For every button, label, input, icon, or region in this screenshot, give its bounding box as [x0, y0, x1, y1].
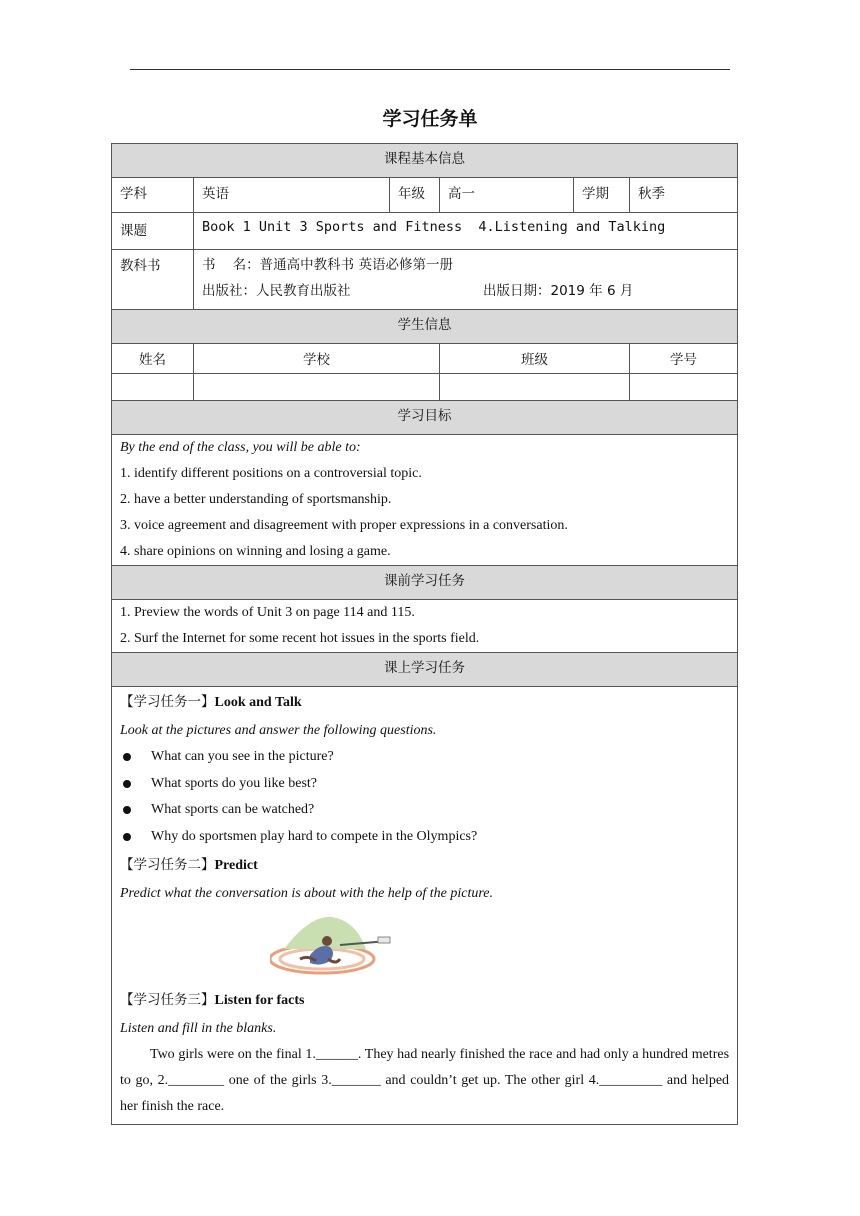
header-rule — [130, 69, 730, 70]
task3-heading — [120, 985, 729, 1016]
task2-title: Predict — [214, 858, 258, 873]
task1-question-list — [120, 744, 729, 850]
section-header-basic-info: 课程基本信息 — [112, 144, 738, 178]
book-name: 书 名：普通高中教科书 英语必修第一册 — [202, 257, 453, 273]
grade-label: 年级 — [390, 178, 440, 213]
class-input-cell[interactable] — [440, 374, 630, 401]
col-class: 班级 — [440, 344, 630, 374]
publisher: 出版社：人民教育出版社 — [202, 283, 351, 299]
list-item: Why do sportsmen play hard to compete in the Olympics? — [120, 824, 729, 851]
col-school: 学校 — [194, 344, 440, 374]
school-input-cell[interactable] — [194, 374, 440, 401]
task1-prefix: 【学习任务一】 — [120, 694, 215, 710]
objective-item: 4. share opinions on winning and losing a game. — [120, 544, 391, 559]
bullet-icon — [123, 833, 131, 841]
bullet-icon — [123, 753, 131, 761]
predict-picture-area — [120, 907, 729, 985]
task-sheet-table — [111, 143, 737, 1125]
col-student-id: 学号 — [630, 344, 738, 374]
objective-item: 2. have a better understanding of sportsmanship. — [120, 492, 392, 507]
objective-item: 3. voice agreement and disagreement with proper expressions in a conversation. — [120, 518, 568, 533]
topic-value: Book 1 Unit 3 Sports and Fitness 4.Listening and Talking — [194, 213, 738, 250]
list-item: What sports do you like best? — [120, 771, 729, 798]
objectives-intro: By the end of the class, you will be able to: — [120, 440, 361, 455]
grade-value: 高一 — [440, 178, 574, 213]
col-name: 姓名 — [112, 344, 194, 374]
task1-instruction: Look at the pictures and answer the following questions. — [120, 723, 437, 738]
pre-class-item: 1. Preview the words of Unit 3 on page 114 and 115. — [120, 605, 415, 620]
section-header-objectives: 学习目标 — [112, 401, 738, 435]
task2-instruction: Predict what the conversation is about with the help of the picture. — [120, 886, 494, 901]
page-title: 学习任务单 — [382, 108, 478, 130]
topic-label: 课题 — [112, 213, 194, 250]
objective-item: 1. identify different positions on a controversial topic. — [120, 466, 422, 481]
runner-on-track-illustration — [270, 911, 400, 981]
task2-prefix: 【学习任务二】 — [120, 857, 215, 873]
bullet-icon — [123, 806, 131, 814]
task3-prefix: 【学习任务三】 — [120, 992, 215, 1008]
section-header-in-class: 课上学习任务 — [112, 653, 738, 687]
publication-date: 出版日期：2019 年 6 月 — [483, 283, 634, 299]
task2-heading — [120, 850, 729, 881]
name-input-cell[interactable] — [112, 374, 194, 401]
section-header-student-info: 学生信息 — [112, 310, 738, 344]
bullet-icon — [123, 780, 131, 788]
task3-fill-in-paragraph: Two girls were on the final 1.______. They had nearly finished the race and had only a hundred metres to go, 2.________ one of the girls 3._______ and couldn’t get up. The other girl 4._________ and helped her finish the race. — [120, 1047, 730, 1114]
task1-heading — [120, 687, 729, 718]
pre-class-item: 2. Surf the Internet for some recent hot issues in the sports field. — [120, 631, 480, 646]
term-label: 学期 — [574, 178, 630, 213]
section-header-pre-class: 课前学习任务 — [112, 566, 738, 600]
list-item: What sports can be watched? — [120, 797, 729, 824]
list-item: What can you see in the picture? — [120, 744, 729, 771]
task1-title: Look and Talk — [214, 695, 302, 710]
textbook-label: 教科书 — [112, 250, 194, 310]
task3-instruction: Listen and fill in the blanks. — [120, 1021, 277, 1036]
subject-value: 英语 — [194, 178, 390, 213]
subject-label: 学科 — [112, 178, 194, 213]
student-id-input-cell[interactable] — [630, 374, 738, 401]
task3-title: Listen for facts — [214, 993, 305, 1008]
term-value: 秋季 — [630, 178, 738, 213]
